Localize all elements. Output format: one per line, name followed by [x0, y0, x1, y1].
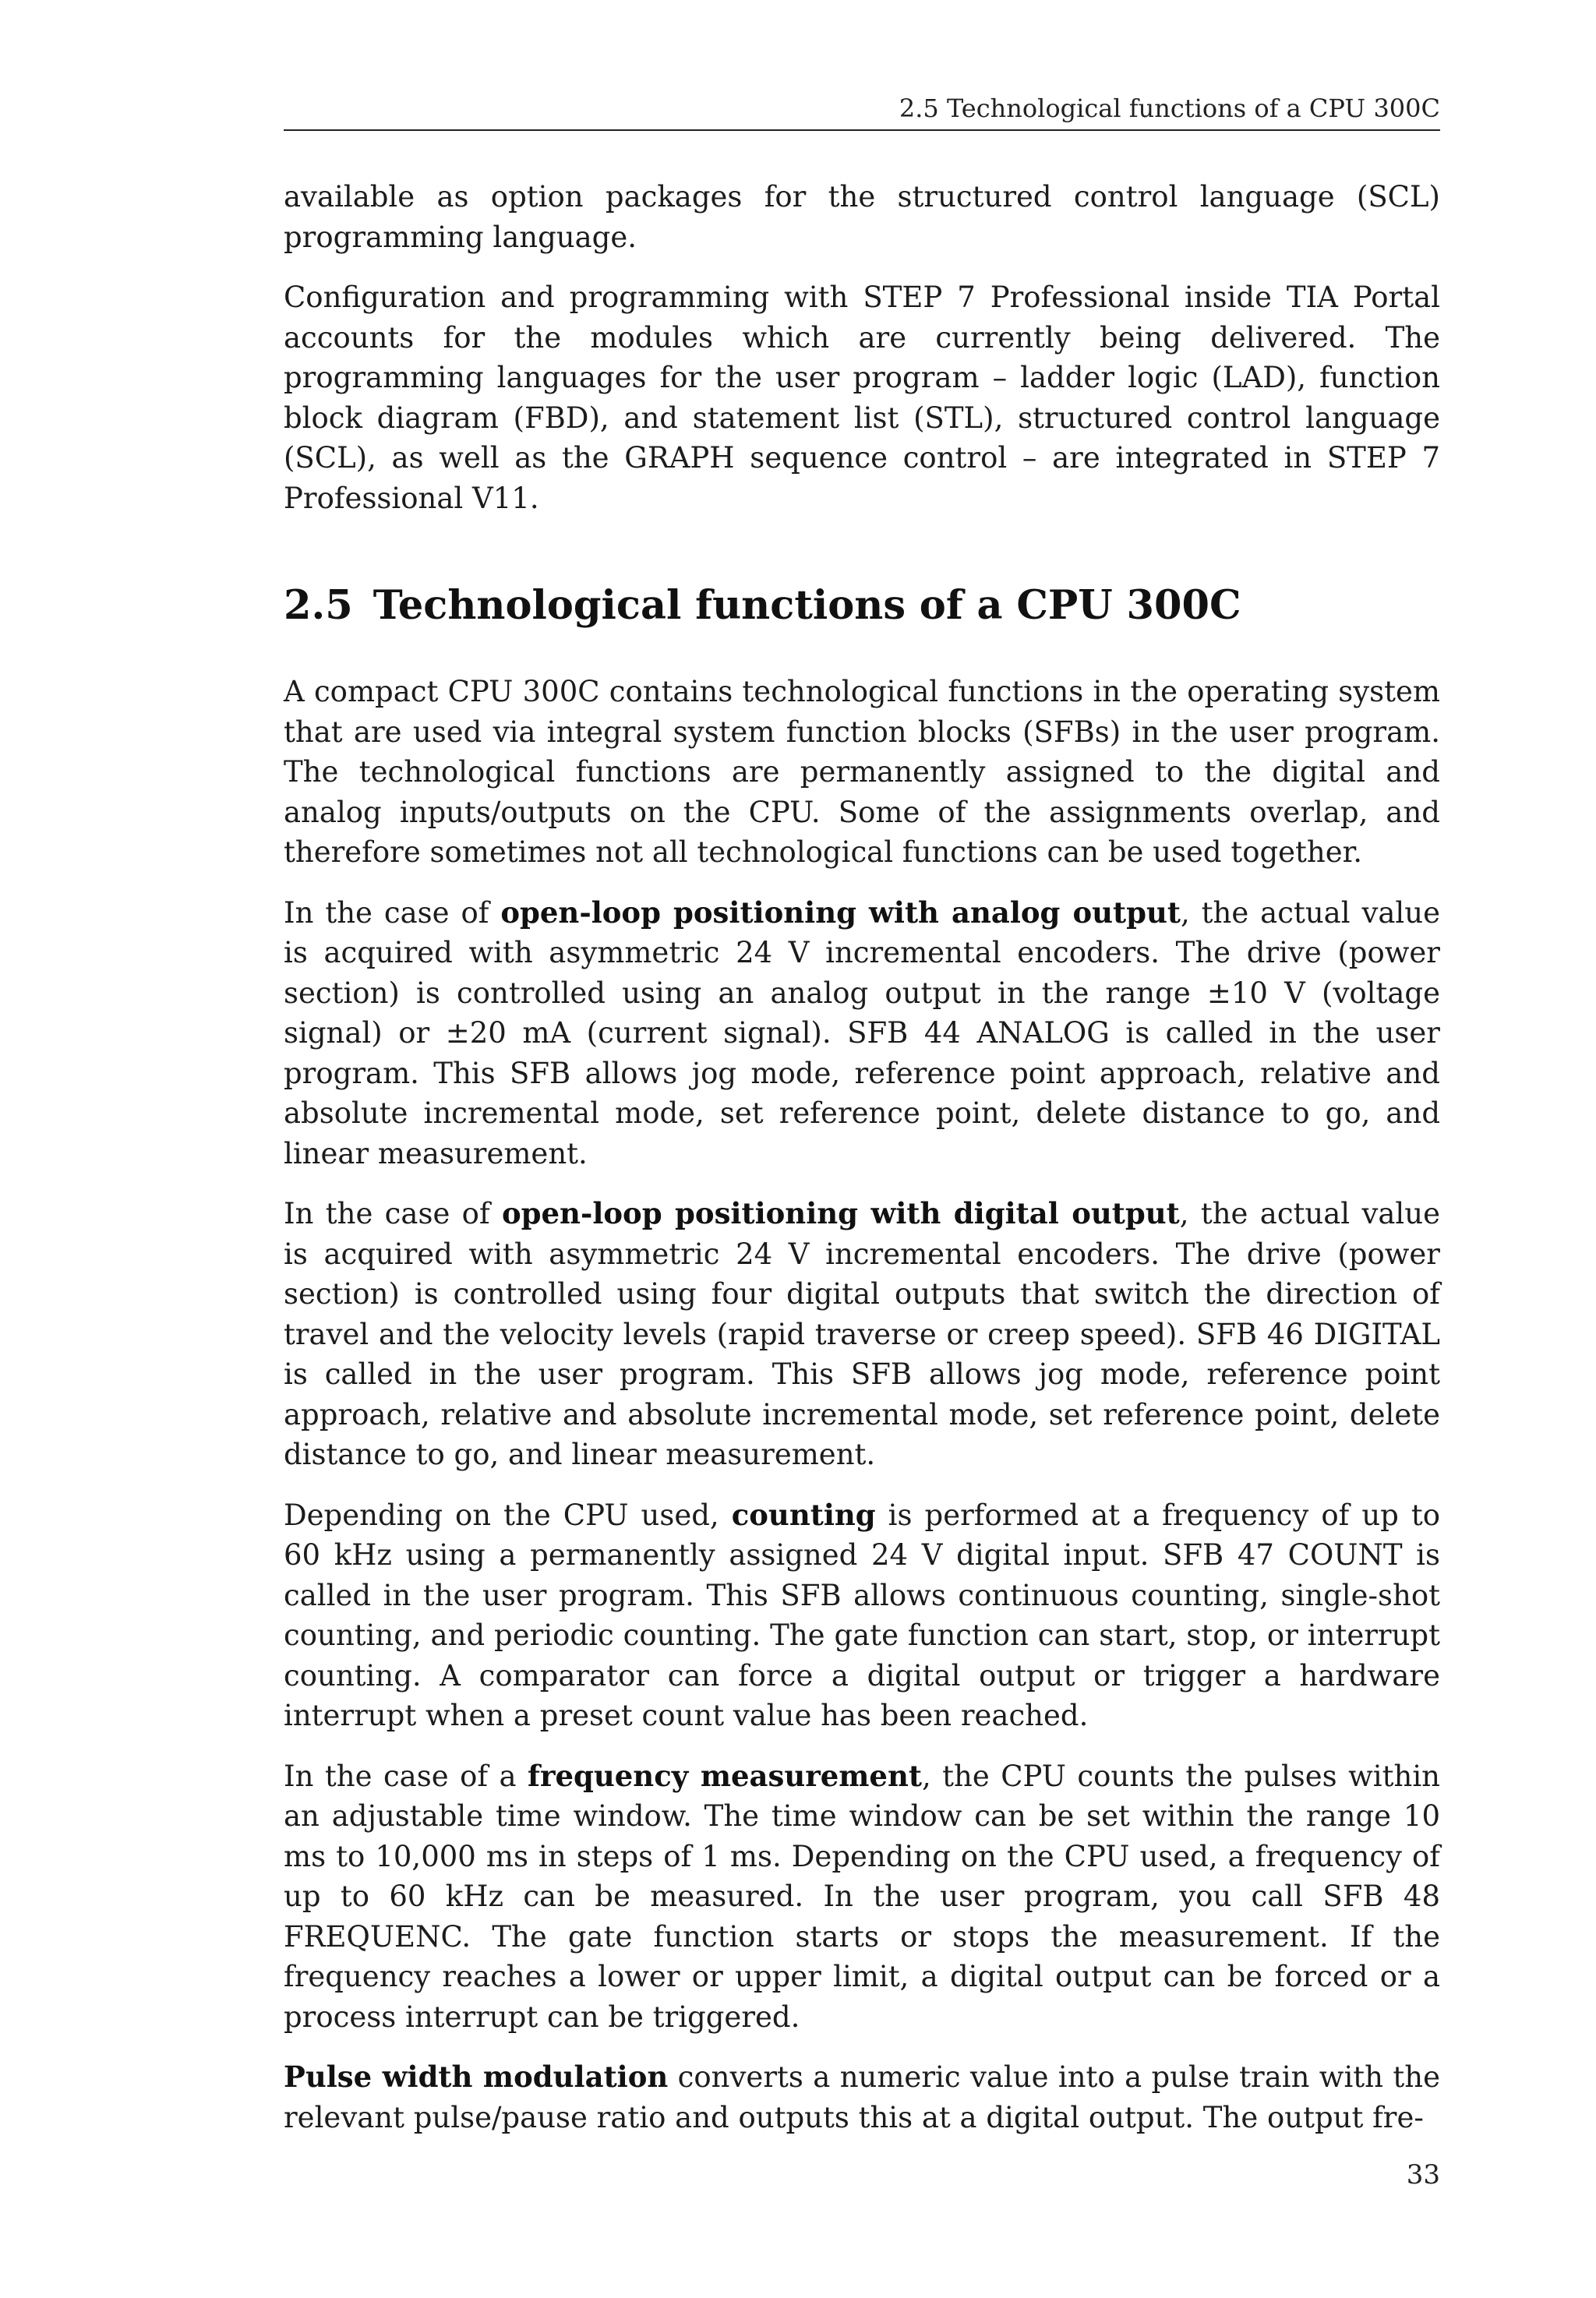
paragraph-pulse-width [284, 2057, 1440, 2137]
pwm-term: Pulse width modulation [284, 2060, 669, 2094]
frequency-lead: In the case of a [284, 1759, 528, 1793]
digital-rest: , the actual value is acquired with asymmetric 24 V incremental encoders. The drive (power section) is controlled using four digital outputs that switch the direction of travel and the velocity levels (rapid traverse or creep speed). SFB 46 DIGITAL is called in the user program. This SFB allows jog mode, reference point approach, relative and absolute incremental mode, set reference point, delete distance to go, and linear measurement. [284, 1197, 1440, 1471]
section-body [284, 672, 1440, 2137]
paragraph-compact-cpu: A compact CPU 300C contains technological functions in the operating system that are used via integral system function blocks (SFBs) in the user program. The technological functions are permanently assigned to the digital and analog inputs/outputs on the CPU. Some of the assignments overlap, and therefore sometimes not all technological functions can be used together. [284, 675, 1440, 869]
analog-rest: , the actual value is acquired with asymmetric 24 V incremental encoders. The drive (power section) is controlled using an analog output in the range ±10 V (voltage signal) or ±20 mA (current signal). SFB 44 ANALOG is called in the user program. This SFB allows jog mode, reference point approach, relative and absolute incremental mode, set reference point, delete distance to go, and linear measurement. [284, 895, 1440, 1170]
page-number: 33 [1406, 2159, 1440, 2190]
counting-lead: Depending on the CPU used, [284, 1498, 732, 1532]
intro-block [284, 177, 1440, 518]
section-number: 2.5 [284, 582, 353, 629]
pwm-rest: converts a numeric value into a pulse train with the relevant pulse/pause ratio and outputs this at a digital output. The output fre- [284, 2060, 1440, 2134]
paragraph-option-packages: available as option packages for the structured control language (SCL) programming language. [284, 180, 1440, 254]
paragraph-digital-positioning [284, 1194, 1440, 1475]
paragraph-configuration: Configuration and programming with STEP 7 Professional inside TIA Portal accounts for the modules which are currently being delivered. The programming languages for the user program – ladder logic (LAD), function block diagram (FBD), and statement list (STL), structured control language (SCL), as well as the GRAPH sequence control – are integrated in STEP 7 Professional V11. [284, 281, 1440, 515]
counting-rest: is performed at a frequency of up to 60 kHz using a permanently assigned 24 V digital input. SFB 47 COUNT is called in the user program. This SFB allows continuous counting, single-shot counting, and periodic counting. The gate function can start, stop, or interrupt counting. A comparator can force a digital output or trigger a hardware interrupt when a preset count value has been reached. [284, 1498, 1440, 1732]
digital-lead: In the case of [284, 1197, 502, 1230]
paragraph-counting [284, 1495, 1440, 1736]
paragraph-analog-positioning [284, 893, 1440, 1174]
section-title: Technological functions of a CPU 300C [373, 582, 1241, 629]
analog-term: open-loop positioning with analog output [500, 895, 1181, 930]
counting-term: counting [731, 1497, 876, 1532]
running-head: 2.5 Technological functions of a CPU 300C [899, 94, 1440, 123]
analog-lead: In the case of [284, 895, 501, 930]
frequency-rest: , the CPU counts the pulses within an adjustable time window. The time window can be set within the range 10 ms to 10,000 ms in steps of 1 ms. Depending on the CPU used, a frequency of up to 60 kHz can be measured. In the user program, you call SFB 48 FREQUENC. The gate function starts or stops the measurement. If the frequency reaches a lower or upper limit, a digital output can be forced or a process interrupt can be triggered. [284, 1759, 1440, 2034]
paragraph-frequency [284, 1756, 1440, 2038]
header-rule [284, 129, 1440, 131]
frequency-term: frequency measurement [528, 1758, 922, 1793]
digital-term: open-loop positioning with digital output [501, 1196, 1180, 1230]
section-heading [284, 580, 1440, 631]
